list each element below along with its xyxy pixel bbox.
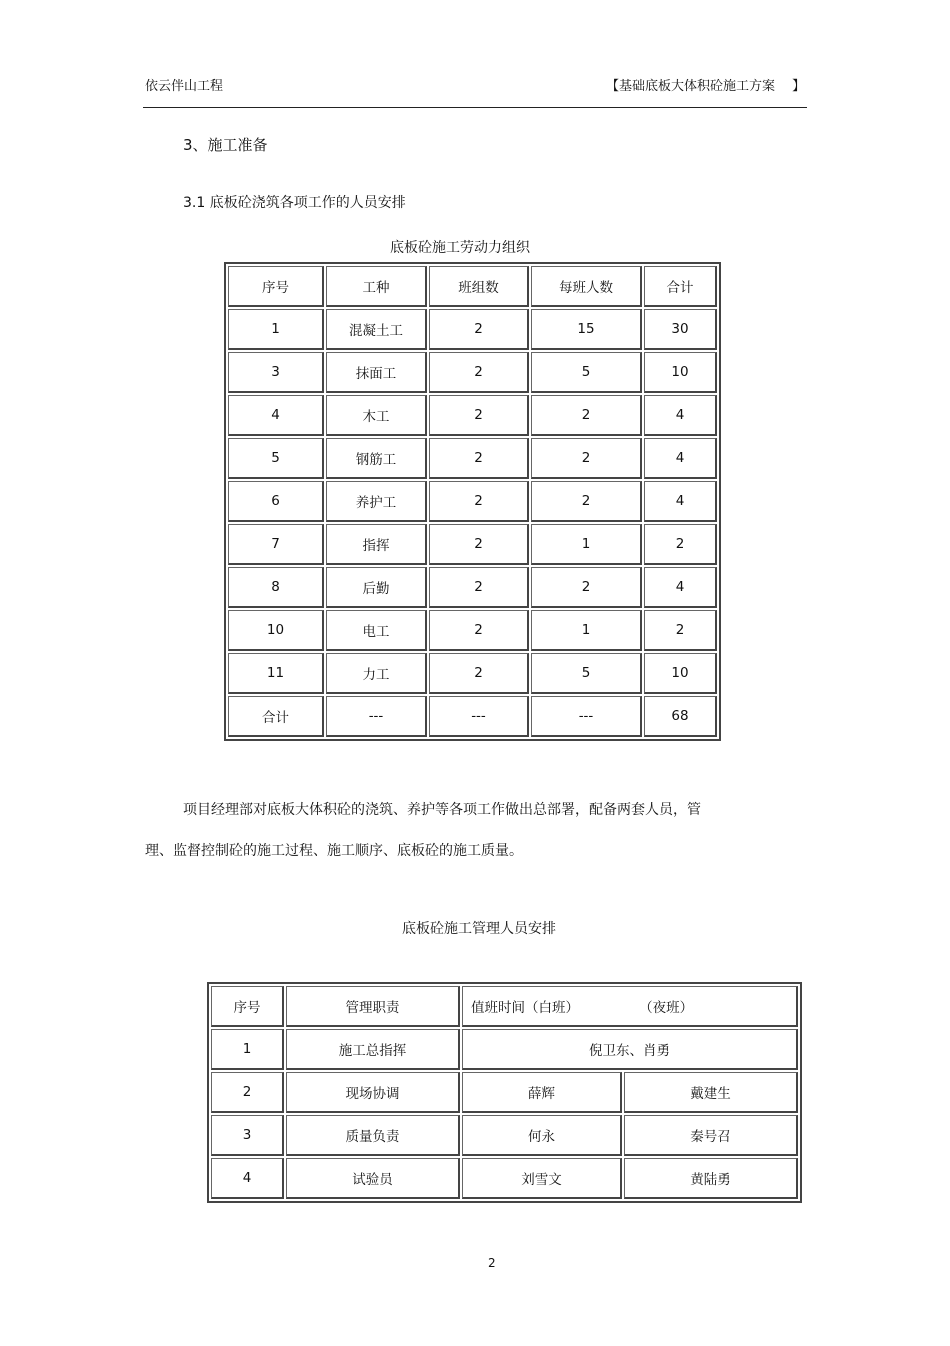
- table-cell: 4: [644, 438, 717, 479]
- table-cell: 3: [228, 352, 324, 393]
- table-row: [228, 309, 717, 350]
- table-row: [228, 653, 717, 694]
- table-cell: 刘雪文: [462, 1158, 622, 1199]
- table-cell: 2: [531, 481, 642, 522]
- subsection-heading: 3.1 底板砼浇筑各项工作的人员安排: [183, 195, 406, 211]
- paragraph-line-1: 项目经理部对底板大体积砼的浇筑、养护等各项工作做出总部署，配备两套人员，管: [183, 802, 701, 818]
- table-cell: 10: [228, 610, 324, 651]
- table-cell: 2: [429, 309, 529, 350]
- table-row: [228, 352, 717, 393]
- table-cell: 2: [531, 438, 642, 479]
- table-cell: 养护工: [326, 481, 427, 522]
- table-row: [211, 1029, 798, 1070]
- table-cell: 质量负责: [286, 1115, 460, 1156]
- table-cell: 1: [531, 610, 642, 651]
- table-row: [211, 1158, 798, 1199]
- header-cell: 序号: [211, 986, 284, 1027]
- labor-table-caption: 底板砼施工劳动力组织: [390, 240, 530, 256]
- header-project-name: 依云伴山工程: [145, 79, 224, 94]
- table-cell: 2: [531, 567, 642, 608]
- table-cell: 4: [211, 1158, 284, 1199]
- table-cell: 薛辉: [462, 1072, 622, 1113]
- table-cell: ---: [531, 696, 642, 737]
- table-cell: 2: [429, 524, 529, 565]
- table-cell: 30: [644, 309, 717, 350]
- table-cell: 电工: [326, 610, 427, 651]
- table-header-row: [228, 266, 717, 307]
- table-row: [228, 438, 717, 479]
- section-heading: 3、施工准备: [183, 136, 268, 154]
- table-cell: 8: [228, 567, 324, 608]
- table-row: [228, 395, 717, 436]
- table-cell: 指挥: [326, 524, 427, 565]
- table-cell: 4: [644, 481, 717, 522]
- header-cell: 管理职责: [286, 986, 460, 1027]
- table-cell: ---: [429, 696, 529, 737]
- header-cell: 班组数: [429, 266, 529, 307]
- table-cell: 2: [429, 653, 529, 694]
- table-cell: 钢筋工: [326, 438, 427, 479]
- table-cell: 试验员: [286, 1158, 460, 1199]
- table-row: [228, 567, 717, 608]
- header-cell: 合计: [644, 266, 717, 307]
- labor-table: [224, 262, 721, 741]
- table-cell: 2: [531, 395, 642, 436]
- table-cell: 2: [211, 1072, 284, 1113]
- table-cell: 后勤: [326, 567, 427, 608]
- table-cell: 何永: [462, 1115, 622, 1156]
- table-cell: 2: [429, 395, 529, 436]
- table-cell: 2: [644, 524, 717, 565]
- table-row: [228, 610, 717, 651]
- table-row: [211, 1115, 798, 1156]
- header-cell: 序号: [228, 266, 324, 307]
- table-cell: 68: [644, 696, 717, 737]
- table-cell: 1: [211, 1029, 284, 1070]
- table-cell: 10: [644, 352, 717, 393]
- table-cell: 2: [429, 610, 529, 651]
- table-cell: 15: [531, 309, 642, 350]
- paragraph-line-2: 理、监督控制砼的施工过程、施工顺序、底板砼的施工质量。: [145, 843, 523, 859]
- table-cell: 4: [644, 567, 717, 608]
- table-cell: 11: [228, 653, 324, 694]
- staff-table-caption: 底板砼施工管理人员安排: [402, 921, 556, 937]
- table-cell: 7: [228, 524, 324, 565]
- table-cell: 1: [531, 524, 642, 565]
- table-header-row: [211, 986, 798, 1027]
- header-cell: 值班时间（白班） （夜班）: [462, 986, 798, 1027]
- table-cell: 黄陆勇: [624, 1158, 798, 1199]
- table-cell: 木工: [326, 395, 427, 436]
- table-cell: 混凝土工: [326, 309, 427, 350]
- header-document-title: 【基础底板大体积砼施工方案 】: [606, 79, 806, 94]
- header-cell: 每班人数: [531, 266, 642, 307]
- table-cell: 5: [531, 352, 642, 393]
- table-cell: 秦号召: [624, 1115, 798, 1156]
- table-cell: 1: [228, 309, 324, 350]
- page-number: 2: [488, 1256, 496, 1270]
- table-cell: 6: [228, 481, 324, 522]
- table-cell: ---: [326, 696, 427, 737]
- table-cell: 2: [429, 567, 529, 608]
- table-row: [228, 481, 717, 522]
- table-cell: 力工: [326, 653, 427, 694]
- table-cell: 2: [644, 610, 717, 651]
- table-cell: 2: [429, 352, 529, 393]
- table-cell: 抹面工: [326, 352, 427, 393]
- table-cell: 10: [644, 653, 717, 694]
- table-cell: 合计: [228, 696, 324, 737]
- table-row: [211, 1072, 798, 1113]
- table-cell: 戴建生: [624, 1072, 798, 1113]
- table-cell: 2: [429, 481, 529, 522]
- table-cell: 施工总指挥: [286, 1029, 460, 1070]
- table-cell: 5: [531, 653, 642, 694]
- header-cell: 工种: [326, 266, 427, 307]
- header-divider: [143, 107, 807, 108]
- table-cell: 2: [429, 438, 529, 479]
- staff-table: [207, 982, 802, 1203]
- table-row: [228, 524, 717, 565]
- table-cell: 现场协调: [286, 1072, 460, 1113]
- table-cell: 5: [228, 438, 324, 479]
- table-cell: 4: [644, 395, 717, 436]
- table-cell: 3: [211, 1115, 284, 1156]
- table-cell: 4: [228, 395, 324, 436]
- table-cell: 倪卫东、肖勇: [462, 1029, 798, 1070]
- table-total-row: [228, 696, 717, 737]
